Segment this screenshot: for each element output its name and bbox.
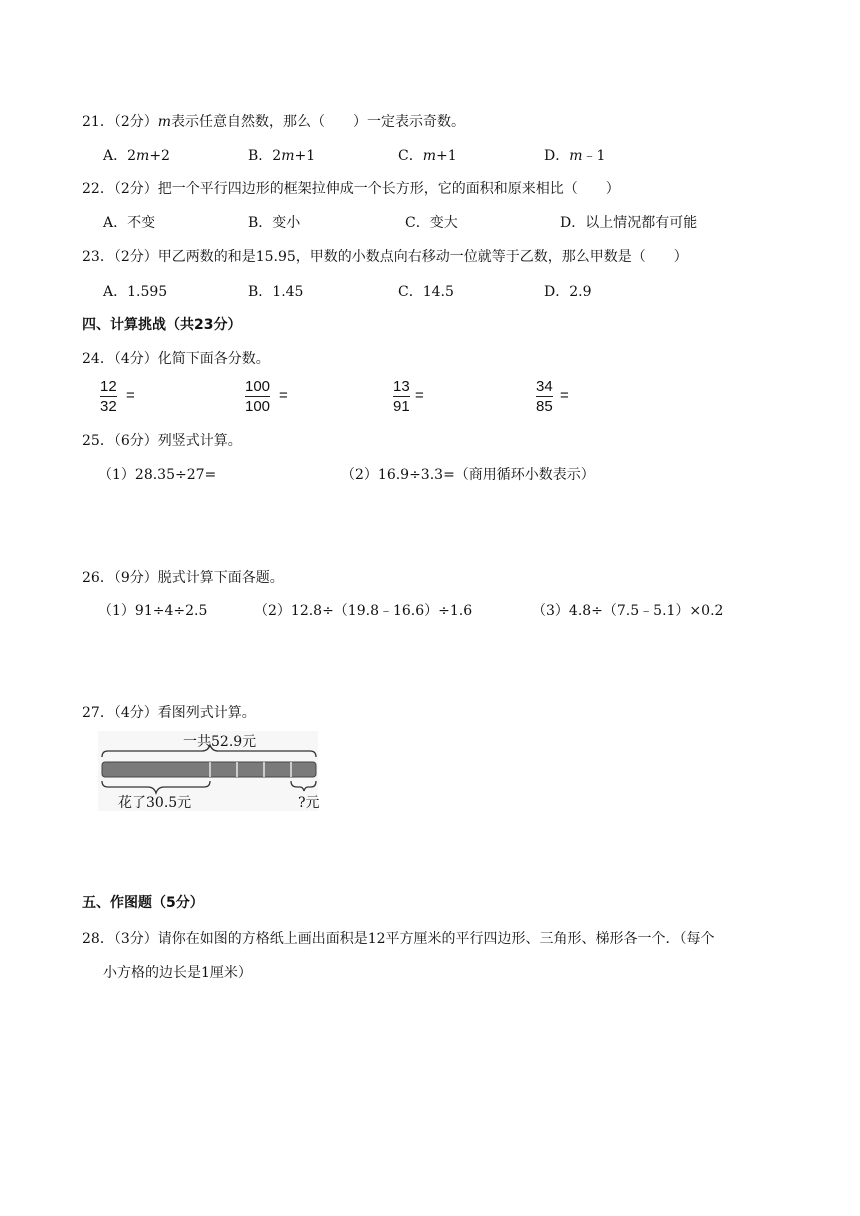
fraction-3-body — [393, 378, 410, 415]
question-28-line-1: 28．（3分）请你在如图的方格纸上画出面积是12平方厘米的平行四边形、三角形、梯形各一个．（每个 — [82, 931, 715, 947]
option-label: C． — [398, 148, 423, 164]
question-21-prefix: 21．（2分） — [82, 114, 158, 130]
fraction-1 — [100, 378, 150, 418]
option-rest: ﹣1 — [582, 148, 606, 164]
option-rest: +2 — [149, 148, 170, 164]
total-bar — [102, 762, 316, 777]
option-var: m — [136, 148, 150, 164]
fraction-1-body — [100, 378, 117, 415]
denominator: 91 — [393, 398, 410, 415]
q23-option-c[interactable]: C．14.5 — [398, 284, 454, 300]
fraction-4-body — [536, 378, 553, 415]
unknown-label: ?元 — [298, 795, 320, 811]
q26-item-3: （3）4.8÷（7.5﹣5.1）×0.2 — [532, 603, 724, 619]
spent-label: 花了30.5元 — [118, 795, 192, 811]
numerator: 12 — [100, 378, 117, 395]
denominator: 85 — [536, 398, 553, 415]
unknown-brace — [291, 781, 316, 791]
section-5-title: 五、作图题（5分） — [82, 895, 204, 911]
q21-option-c[interactable] — [398, 145, 457, 165]
numerator: 34 — [536, 378, 553, 395]
fraction-4 — [536, 378, 586, 418]
q21-option-b[interactable] — [248, 145, 315, 165]
option-rest: +1 — [294, 148, 316, 164]
q26-item-2: （2）12.8÷（19.8﹣16.6）÷1.6 — [254, 603, 473, 619]
equals-sign: = — [560, 387, 569, 404]
option-label: D． — [544, 148, 570, 164]
segment-diagram — [98, 731, 318, 811]
q26-item-1: （1）91÷4÷2.5 — [98, 603, 208, 619]
equals-sign: = — [415, 387, 424, 404]
denominator: 32 — [100, 398, 117, 415]
denominator: 100 — [245, 398, 271, 415]
question-21 — [82, 111, 465, 131]
question-28-line-2: 小方格的边长是1厘米） — [103, 965, 252, 981]
q21-option-a[interactable] — [103, 145, 170, 165]
question-26: 26．（9分）脱式计算下面各题。 — [82, 570, 284, 586]
option-var: m — [422, 148, 436, 164]
question-24: 24．（4分）化简下面各分数。 — [82, 351, 270, 367]
q22-option-c[interactable]: C．变大 — [405, 215, 458, 231]
q22-option-b[interactable]: B．变小 — [248, 215, 301, 231]
numerator: 13 — [393, 378, 410, 395]
fraction-3 — [393, 378, 443, 418]
fraction-bar — [393, 396, 410, 397]
option-var: m — [569, 148, 583, 164]
question-23: 23．（2分）甲乙两数的和是15.95，甲数的小数点向右移动一位就等于乙数，那么甲数是（ ） — [82, 249, 688, 265]
total-label: 一共52.9元 — [183, 734, 257, 750]
q23-option-d[interactable]: D．2.9 — [544, 284, 592, 300]
fraction-2 — [245, 378, 305, 418]
q23-option-a[interactable]: A．1.595 — [103, 284, 168, 300]
question-21-variable: m — [157, 114, 172, 130]
question-25: 25．（6分）列竖式计算。 — [82, 433, 242, 449]
q23-option-b[interactable]: B．1.45 — [248, 284, 304, 300]
q25-item-1: （1）28.35÷27= — [98, 467, 217, 483]
fraction-2-body — [245, 378, 270, 415]
numerator: 100 — [245, 378, 271, 395]
question-22: 22．（2分）把一个平行四边形的框架拉伸成一个长方形，它的面积和原来相比（ ） — [82, 181, 620, 197]
equals-sign: = — [126, 387, 135, 404]
q21-option-d[interactable] — [544, 145, 605, 165]
fraction-bar — [536, 396, 553, 397]
q25-item-2: （2）16.9÷3.3=（商用循环小数表示） — [341, 467, 595, 483]
fraction-bar — [100, 396, 117, 397]
fraction-bar — [245, 396, 270, 397]
option-label: B．2 — [248, 148, 282, 164]
question-27: 27．（4分）看图列式计算。 — [82, 705, 256, 721]
q22-option-a[interactable]: A．不变 — [103, 215, 156, 231]
section-4-title: 四、计算挑战（共23分） — [82, 317, 242, 333]
q22-option-d[interactable]: D．以上情况都有可能 — [560, 215, 698, 231]
option-label: A．2 — [103, 148, 137, 164]
equals-sign: = — [279, 387, 288, 404]
option-var: m — [281, 148, 295, 164]
question-21-suffix: 表示任意自然数，那么（ ）一定表示奇数。 — [171, 114, 466, 130]
option-rest: +1 — [436, 148, 457, 164]
